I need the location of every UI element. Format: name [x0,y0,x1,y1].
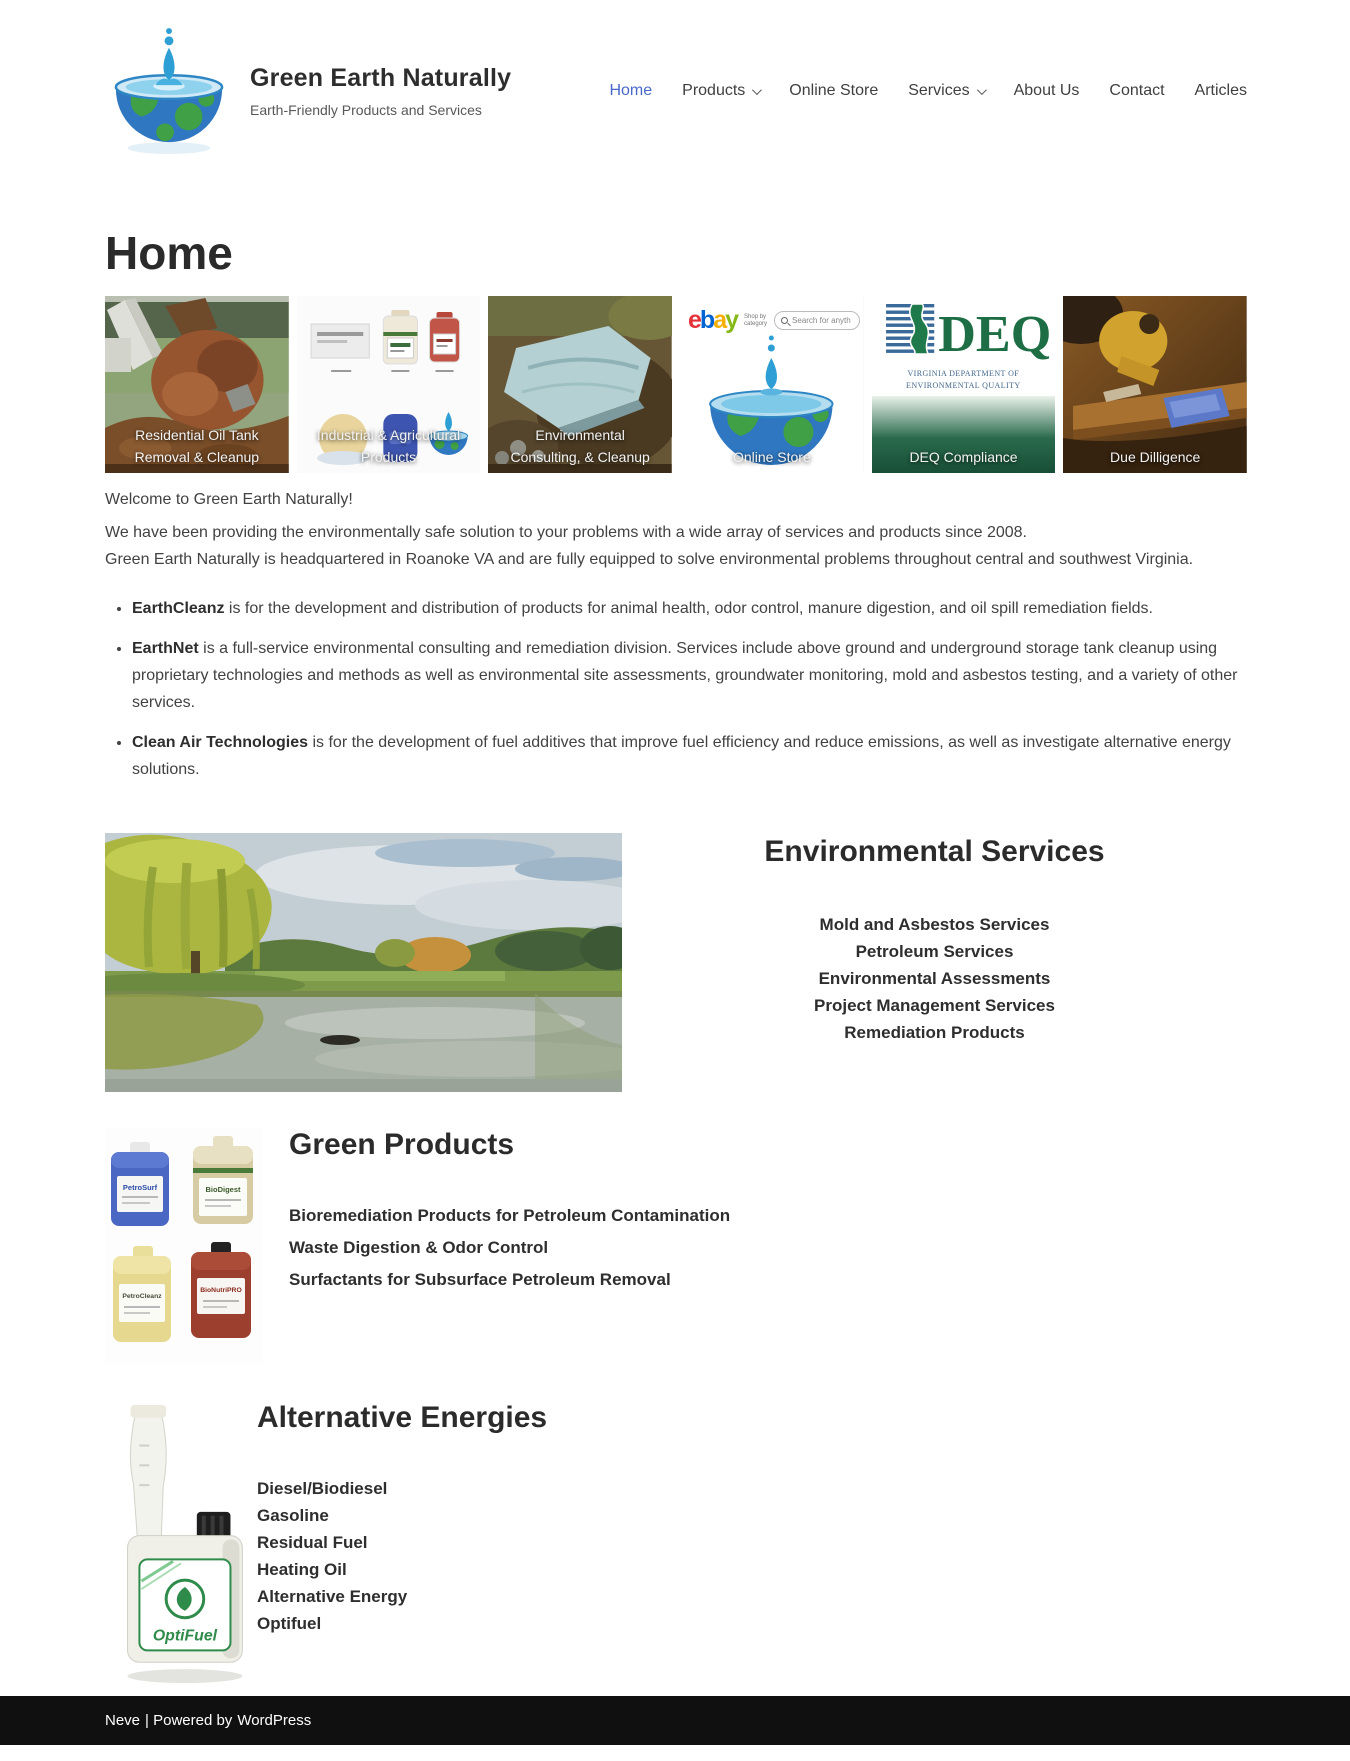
nav-item-online-store[interactable]: Online Store [789,82,879,99]
alternative-energies-list [257,1475,547,1637]
nav-item-contact[interactable]: Contact [1109,82,1165,99]
product-item: Waste Digestion & Odor Control [289,1238,549,1257]
product-lineup-photo [297,296,481,473]
service-item: Mold and Asbestos Services [819,915,1050,934]
energy-item: Heating Oil [257,1560,347,1579]
site-header [0,0,1350,172]
green-products-section [105,1128,1247,1363]
footer-powered-text: | Powered by [145,1712,233,1729]
service-item: Environmental Assessments [818,969,1051,988]
division-earthcleanz: • EarthCleanz is for the development and distribution of products for animal health, odor control, manure digestion, and oil spill remediation fields. [132,595,1247,622]
nav-item-articles[interactable]: Articles [1194,82,1247,99]
nav-item-home[interactable]: Home [609,82,653,99]
environmental-services-content [622,833,1247,1092]
energy-item: Optifuel [257,1614,322,1633]
page-title: Home [105,227,233,279]
chevron-down-icon [752,85,762,95]
search-icon [781,317,788,324]
gallery-caption: Industrial & Agricultural Products [316,427,461,465]
gallery-caption: Due Dilligence [1110,449,1201,465]
welcome-line: Welcome to Green Earth Naturally! [105,491,353,508]
deq-dept-line1: VIRGINIA DEPARTMENT OF [907,369,1019,378]
gallery-item-due-diligence[interactable] [1063,296,1247,473]
ebay-search-bar: Search for anyth [774,311,860,330]
bottle-label-bionutripro: BioNutriPRO [200,1287,242,1294]
green-products-heading: Green Products [289,1128,515,1161]
site-brand [250,64,511,118]
service-item: Remediation Products [844,1023,1025,1042]
gallery-item-residential-oil-tank[interactable] [105,296,289,473]
energy-item: Alternative Energy [257,1587,408,1606]
service-item: Project Management Services [814,996,1055,1015]
gallery-item-environmental-consulting[interactable] [488,296,672,473]
environmental-services-list [622,911,1247,1046]
nav-item-about-us[interactable]: About Us [1013,82,1080,99]
gallery-item-deq-compliance[interactable] [872,296,1056,473]
gallery-item-online-store[interactable] [680,296,864,473]
gallery-caption: DEQ Compliance [909,449,1018,465]
deq-abbr-text: DEQ [937,306,1051,363]
product-item: Bioremediation Products for Petroleum Contamination [289,1206,731,1225]
shop-by-category: Shop by category [744,313,768,327]
optifuel-bottle-photo [105,1401,255,1686]
green-products-list [289,1200,730,1296]
footer-theme-link[interactable]: Neve [105,1712,141,1729]
ebay-logo: ebay [688,306,738,334]
environmental-services-section [105,833,1247,1092]
site-footer [0,1696,1350,1745]
nav-item-products[interactable]: Products [682,82,759,100]
ebay-header [688,308,860,333]
footer-wordpress-link[interactable]: WordPress [237,1712,312,1729]
chevron-down-icon [977,85,987,95]
bottle-label-petrosurf: PetroSurf [122,1183,158,1192]
division-clean-air-technologies: • Clean Air Technologies is for the development of fuel additives that improve fuel efficiency and reduce emissions, as well as investigate alternative energy solutions. [132,729,1247,783]
green-products-content [289,1128,730,1296]
services-gallery [105,296,1247,473]
intro-paragraph: We have been providing the environmentally safe solution to your problems with a wide array of services and products since 2008. Green Earth Naturally is headquartered in Roanoke VA and are fully equipped to solve environmental problems throughout central and southwest Virginia. [105,524,1194,568]
gallery-caption: Online Store [732,449,811,465]
alternative-energies-section [105,1401,1247,1686]
main-content [105,226,1247,1686]
site-logo-globe-droplet[interactable] [110,22,228,160]
site-title[interactable]: Green Earth Naturally [250,64,512,92]
environmental-services-heading: Environmental Services [764,835,1105,868]
green-products-bottles-photo [105,1128,263,1363]
pond-photo [105,833,622,1092]
site-tagline: Earth-Friendly Products and Services [250,102,482,118]
field-inspection-photo [1063,296,1247,473]
excavator-tank-photo [105,296,289,473]
excavation-liner-photo [488,296,672,473]
product-item: Surfactants for Subsurface Petroleum Removal [289,1270,671,1289]
service-item: Petroleum Services [855,942,1014,961]
alternative-energies-heading: Alternative Energies [257,1401,548,1434]
bottle-label-biodigest: BioDigest [205,1185,241,1194]
nav-item-services[interactable]: Services [908,82,983,100]
deq-logo-graphic [872,296,1056,473]
divisions-list [109,595,1247,783]
gallery-caption: Environmental Consulting, & Cleanup [510,427,650,465]
intro-text [105,486,1247,573]
optifuel-label: OptiFuel [152,1627,218,1645]
energy-item: Residual Fuel [257,1533,368,1552]
gallery-caption: Residential Oil Tank Removal & Cleanup [134,427,260,465]
energy-item: Gasoline [257,1506,329,1525]
deq-dept-line2: ENVIRONMENTAL QUALITY [905,381,1021,390]
alternative-energies-content [255,1401,547,1637]
energy-item: Diesel/Biodiesel [257,1479,388,1498]
gallery-item-industrial-agricultural-products[interactable] [297,296,481,473]
main-nav [609,82,1247,100]
division-earthnet: • EarthNet is a full-service environmental consulting and remediation division. Services include above ground and underground storage tank cleanup using proprietary technologies and methods as well as environmental site assessments, groundwater monitoring, mold and asbestos testing, and a variety of other services. [132,635,1247,716]
bottle-label-petrocleanz: PetroCleanz [122,1293,162,1300]
